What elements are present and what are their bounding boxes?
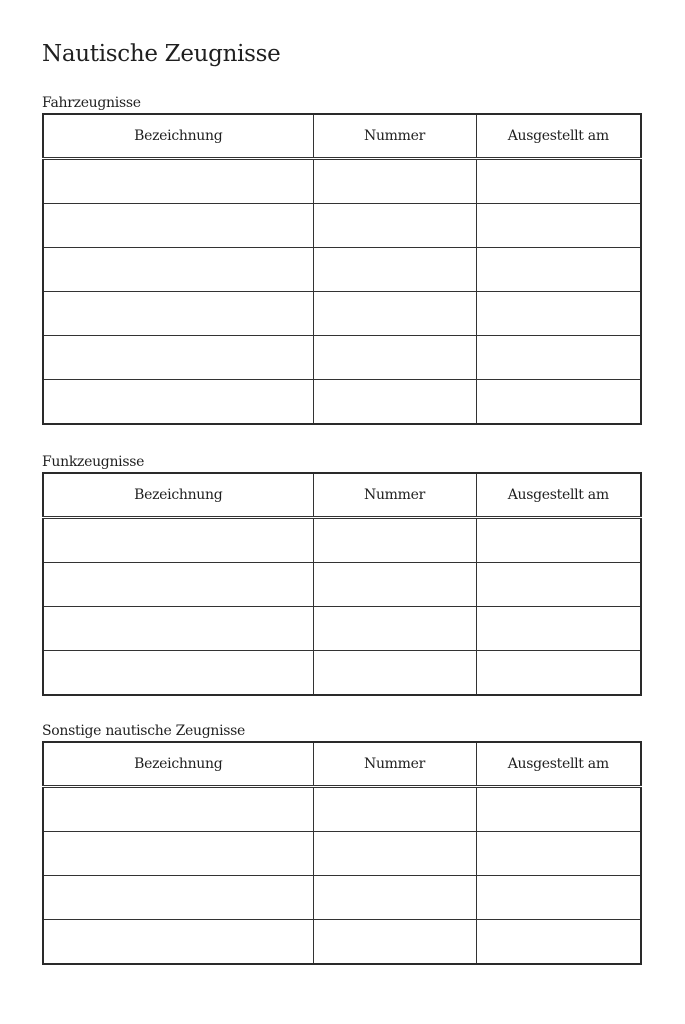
- table-row: [43, 787, 641, 832]
- section-label: Sonstige nautische Zeugnisse: [42, 723, 246, 739]
- table-header-row: [43, 114, 641, 159]
- column-header-ausgestellt: Ausgestellt am: [476, 114, 641, 159]
- cell-bezeichnung[interactable]: [43, 292, 313, 336]
- certificate-table: [42, 741, 642, 965]
- table-row: [43, 563, 641, 607]
- cell-bezeichnung[interactable]: [43, 651, 313, 696]
- table-row: [43, 518, 641, 563]
- column-header-nummer: Nummer: [313, 114, 476, 159]
- section-sonstige-zeugnisse: [42, 721, 640, 965]
- cell-bezeichnung[interactable]: [43, 380, 313, 425]
- table-row: [43, 292, 641, 336]
- cell-nummer[interactable]: [313, 292, 476, 336]
- cell-ausgestellt[interactable]: [476, 607, 641, 651]
- section-label: Fahrzeugnisse: [42, 95, 141, 111]
- cell-nummer[interactable]: [313, 336, 476, 380]
- column-header-nummer: Nummer: [313, 473, 476, 518]
- cell-bezeichnung[interactable]: [43, 607, 313, 651]
- cell-bezeichnung[interactable]: [43, 204, 313, 248]
- cell-nummer[interactable]: [313, 563, 476, 607]
- cell-ausgestellt[interactable]: [476, 563, 641, 607]
- cell-nummer[interactable]: [313, 832, 476, 876]
- table-row: [43, 336, 641, 380]
- cell-ausgestellt[interactable]: [476, 787, 641, 832]
- cell-bezeichnung[interactable]: [43, 159, 313, 204]
- cell-nummer[interactable]: [313, 380, 476, 425]
- cell-nummer[interactable]: [313, 607, 476, 651]
- cell-ausgestellt[interactable]: [476, 651, 641, 696]
- section-funkzeugnisse: [42, 452, 640, 696]
- cell-ausgestellt[interactable]: [476, 336, 641, 380]
- column-header-bezeichnung: Bezeichnung: [43, 473, 313, 518]
- page-title: Nautische Zeugnisse: [42, 41, 281, 67]
- cell-ausgestellt[interactable]: [476, 920, 641, 965]
- column-header-nummer: Nummer: [313, 742, 476, 787]
- table-row: [43, 204, 641, 248]
- cell-ausgestellt[interactable]: [476, 518, 641, 563]
- cell-ausgestellt[interactable]: [476, 876, 641, 920]
- cell-bezeichnung[interactable]: [43, 787, 313, 832]
- cell-ausgestellt[interactable]: [476, 832, 641, 876]
- column-header-bezeichnung: Bezeichnung: [43, 114, 313, 159]
- cell-bezeichnung[interactable]: [43, 518, 313, 563]
- certificate-table: [42, 113, 642, 425]
- cell-bezeichnung[interactable]: [43, 920, 313, 965]
- cell-nummer[interactable]: [313, 651, 476, 696]
- table-row: [43, 920, 641, 965]
- table-row: [43, 248, 641, 292]
- table-row: [43, 651, 641, 696]
- cell-nummer[interactable]: [313, 787, 476, 832]
- cell-ausgestellt[interactable]: [476, 248, 641, 292]
- cell-nummer[interactable]: [313, 920, 476, 965]
- table-row: [43, 607, 641, 651]
- table-row: [43, 832, 641, 876]
- cell-ausgestellt[interactable]: [476, 292, 641, 336]
- column-header-ausgestellt: Ausgestellt am: [476, 742, 641, 787]
- table-header-row: [43, 473, 641, 518]
- table-row: [43, 380, 641, 425]
- table-header-row: [43, 742, 641, 787]
- cell-nummer[interactable]: [313, 876, 476, 920]
- table-row: [43, 876, 641, 920]
- cell-nummer[interactable]: [313, 518, 476, 563]
- cell-ausgestellt[interactable]: [476, 380, 641, 425]
- cell-bezeichnung[interactable]: [43, 876, 313, 920]
- table-row: [43, 159, 641, 204]
- section-fahrzeugnisse: [42, 93, 640, 425]
- cell-bezeichnung[interactable]: [43, 336, 313, 380]
- cell-nummer[interactable]: [313, 204, 476, 248]
- column-header-bezeichnung: Bezeichnung: [43, 742, 313, 787]
- column-header-ausgestellt: Ausgestellt am: [476, 473, 641, 518]
- cell-nummer[interactable]: [313, 159, 476, 204]
- certificate-table: [42, 472, 642, 696]
- cell-bezeichnung[interactable]: [43, 563, 313, 607]
- cell-nummer[interactable]: [313, 248, 476, 292]
- cell-ausgestellt[interactable]: [476, 204, 641, 248]
- cell-bezeichnung[interactable]: [43, 248, 313, 292]
- cell-bezeichnung[interactable]: [43, 832, 313, 876]
- cell-ausgestellt[interactable]: [476, 159, 641, 204]
- section-label: Funkzeugnisse: [42, 454, 145, 470]
